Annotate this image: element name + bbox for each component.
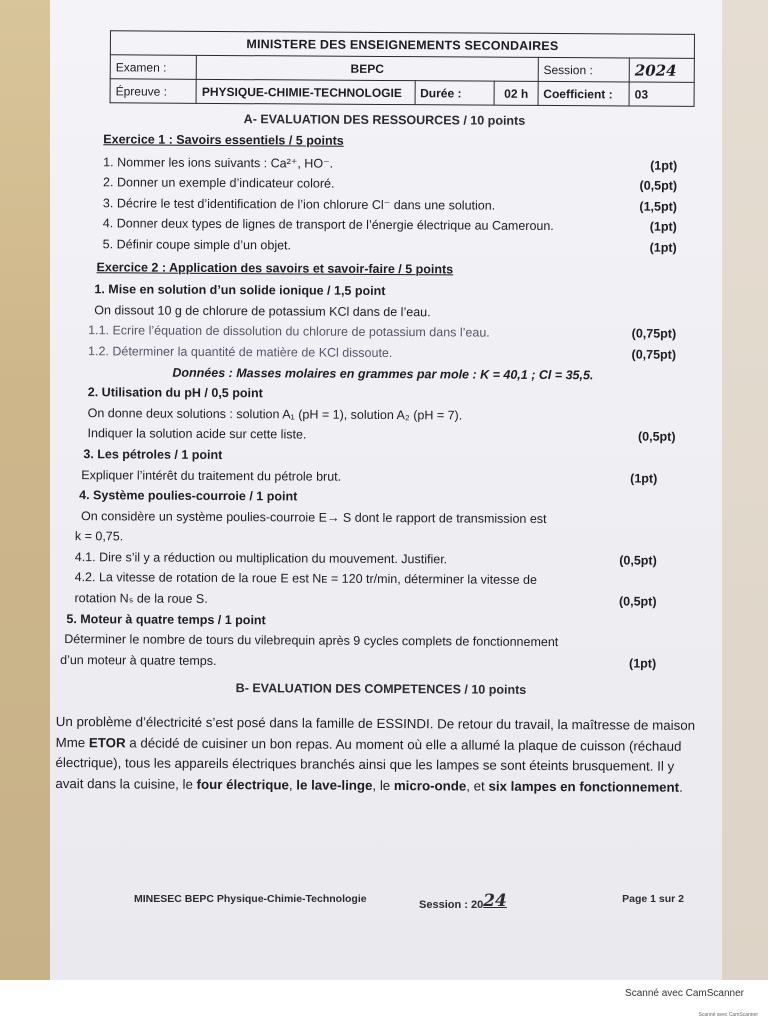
competence-paragraph: Un problème d’électricité s’est posé dans la famille de ESSINDI. De retour du travail, la maîtresse de maison Mme ETOR a décidé de cuisiner un bon repas. Au moment où elle a allumé la plaque de cuisson (réchaud électrique), tous les appareils électriques branchés ainsi que les lampes se sont éteints brusquement. Il y avait dans la cuisine, le four électrique, le lave-linge, le micro-onde, et six lampes en fonctionnement. — [55, 714, 696, 795]
points-badge: (0,5pt) — [637, 429, 676, 445]
ex2-part-1-title: 1. Mise en solution d’un solide ionique / 1,5 point — [94, 282, 386, 299]
ex1-question-5: 5. Définir coupe simple d’un objet. (1pt) — [103, 234, 709, 258]
ex1-question-2: 2. Donner un exemple d’indicateur coloré. (0,5pt) — [103, 172, 709, 196]
ex1-question-4: 4. Donner deux types de lignes de transport de l’énergie électrique au Cameroun. (1pt) — [103, 214, 709, 238]
points-badge: (1,5pt) — [639, 199, 677, 214]
ex2-question-4-2-cont: rotation Nₛ de la roue S. (0,5pt) — [74, 588, 706, 612]
ex2-question-4-1: 4.1. Dire s’il y a réduction ou multiplication du mouvement. Justifier. (0,5pt) — [75, 547, 707, 571]
duree-value: 02 h — [494, 81, 537, 105]
examen-label: Examen : — [110, 55, 196, 80]
epreuve-label: Épreuve : — [110, 79, 196, 104]
points-badge: (0,5pt) — [619, 553, 657, 568]
ex1-question-3: 3. Décrire le test d’identification de l’ion chlorure Cl⁻ dans une solution. (1,5pt) — [103, 193, 709, 217]
ex2-part-4-title: 4. Système poulies-courroie / 1 point — [79, 488, 298, 504]
ex2-question-4-2: 4.2. La vitesse de rotation de la roue E est Nᴇ = 120 tr/min, déterminer la vitesse de — [74, 570, 537, 588]
session-label: Session : — [538, 57, 629, 82]
ex2-part-4-intro: On considère un système poulies-courroie E→ S dont le rapport de transmission est — [80, 508, 547, 526]
epreuve-value: PHYSIQUE-CHIMIE-TECHNOLOGIE — [196, 79, 414, 104]
ex2-question-1-2: 1.2. Déterminer la quantité de matière de KCl dissoute. (0,75pt) — [88, 341, 708, 365]
ex2-question-2: Indiquer la solution acide sur cette liste. (0,5pt) — [87, 423, 707, 447]
duree-label: Durée : — [415, 81, 495, 105]
footer-page-number: Page 1 sur 2 — [622, 893, 684, 905]
ex2-part-1-intro: On dissout 10 g de chlorure de potassium KCl dans de l’eau. — [94, 302, 431, 320]
ministry-title: MINISTERE DES ENSEIGNEMENTS SECONDAIRES — [110, 31, 694, 59]
points-badge: (0,75pt) — [631, 326, 677, 342]
examen-value: BEPC — [196, 55, 538, 81]
exercise-1-title: Exercice 1 : Savoirs essentiels / 5 points — [103, 132, 344, 148]
ex2-part-4-ratio: k = 0,75. — [74, 529, 124, 544]
ex2-question-5: Déterminer le nombre de tours du vilebrequin après 9 cycles complets de fonctionnement — [64, 632, 559, 650]
ex2-question-1-1: 1.1. Ecrire l’équation de dissolution du chlorure de potassium dans l’eau. (0,75pt) — [88, 321, 708, 345]
points-badge: (1pt) — [649, 240, 677, 255]
background-right — [720, 0, 768, 980]
exam-document — [55, 30, 710, 798]
header-table — [110, 30, 695, 107]
section-b-title: B- EVALUATION DES COMPETENCES / 10 points — [235, 681, 527, 698]
points-badge: (0,75pt) — [631, 347, 677, 362]
footer-session: Session : 2024 — [419, 891, 507, 911]
ex2-question-5-cont: d’un moteur à quatre temps. (1pt) — [60, 650, 706, 675]
exercise-2-title: Exercice 2 : Application des savoirs et savoir-faire / 5 points — [96, 259, 454, 276]
points-badge: (0,5pt) — [618, 594, 657, 609]
ex2-part-2-title: 2. Utilisation du pH / 0,5 point — [87, 385, 263, 401]
ex2-part-5-title: 5. Moteur à quatre temps / 1 point — [66, 611, 266, 627]
points-badge: (1pt) — [650, 158, 678, 173]
ex2-part-3-title: 3. Les pétroles / 1 point — [83, 447, 223, 462]
footer-exam-name: MINESEC BEPC Physique-Chimie-Technologie — [134, 893, 367, 905]
ex2-question-3: Expliquer l’intérêt du traitement du pétrole brut. (1pt) — [81, 465, 707, 489]
camscanner-watermark: Scanné avec CamScanner — [625, 988, 744, 999]
ex1-question-1: 1. Nommer les ions suivants : Ca²⁺, HO⁻. (1pt) — [103, 152, 709, 176]
coefficient-label: Coefficient : — [538, 81, 629, 106]
page-footer — [74, 893, 684, 913]
ex2-part-2-intro: On donne deux solutions : solution A₁ (pH = 1), solution A₂ (pH = 7). — [87, 405, 463, 423]
coefficient-value: 03 — [629, 82, 694, 106]
section-a-title: A- EVALUATION DES RESSOURCES / 10 points — [243, 112, 526, 128]
points-badge: (1pt) — [629, 656, 657, 671]
points-badge: (1pt) — [649, 219, 677, 235]
points-badge: (1pt) — [630, 470, 658, 486]
ex2-data-note: Données : Masses molaires en grammes par mole : K = 40,1 ; Cl = 35,5. — [172, 365, 594, 382]
points-badge: (0,5pt) — [639, 178, 678, 193]
background-left — [0, 0, 52, 980]
camscanner-watermark-small: Scanné avec CamScanner — [698, 1012, 758, 1018]
session-value: 2024 — [629, 58, 694, 82]
